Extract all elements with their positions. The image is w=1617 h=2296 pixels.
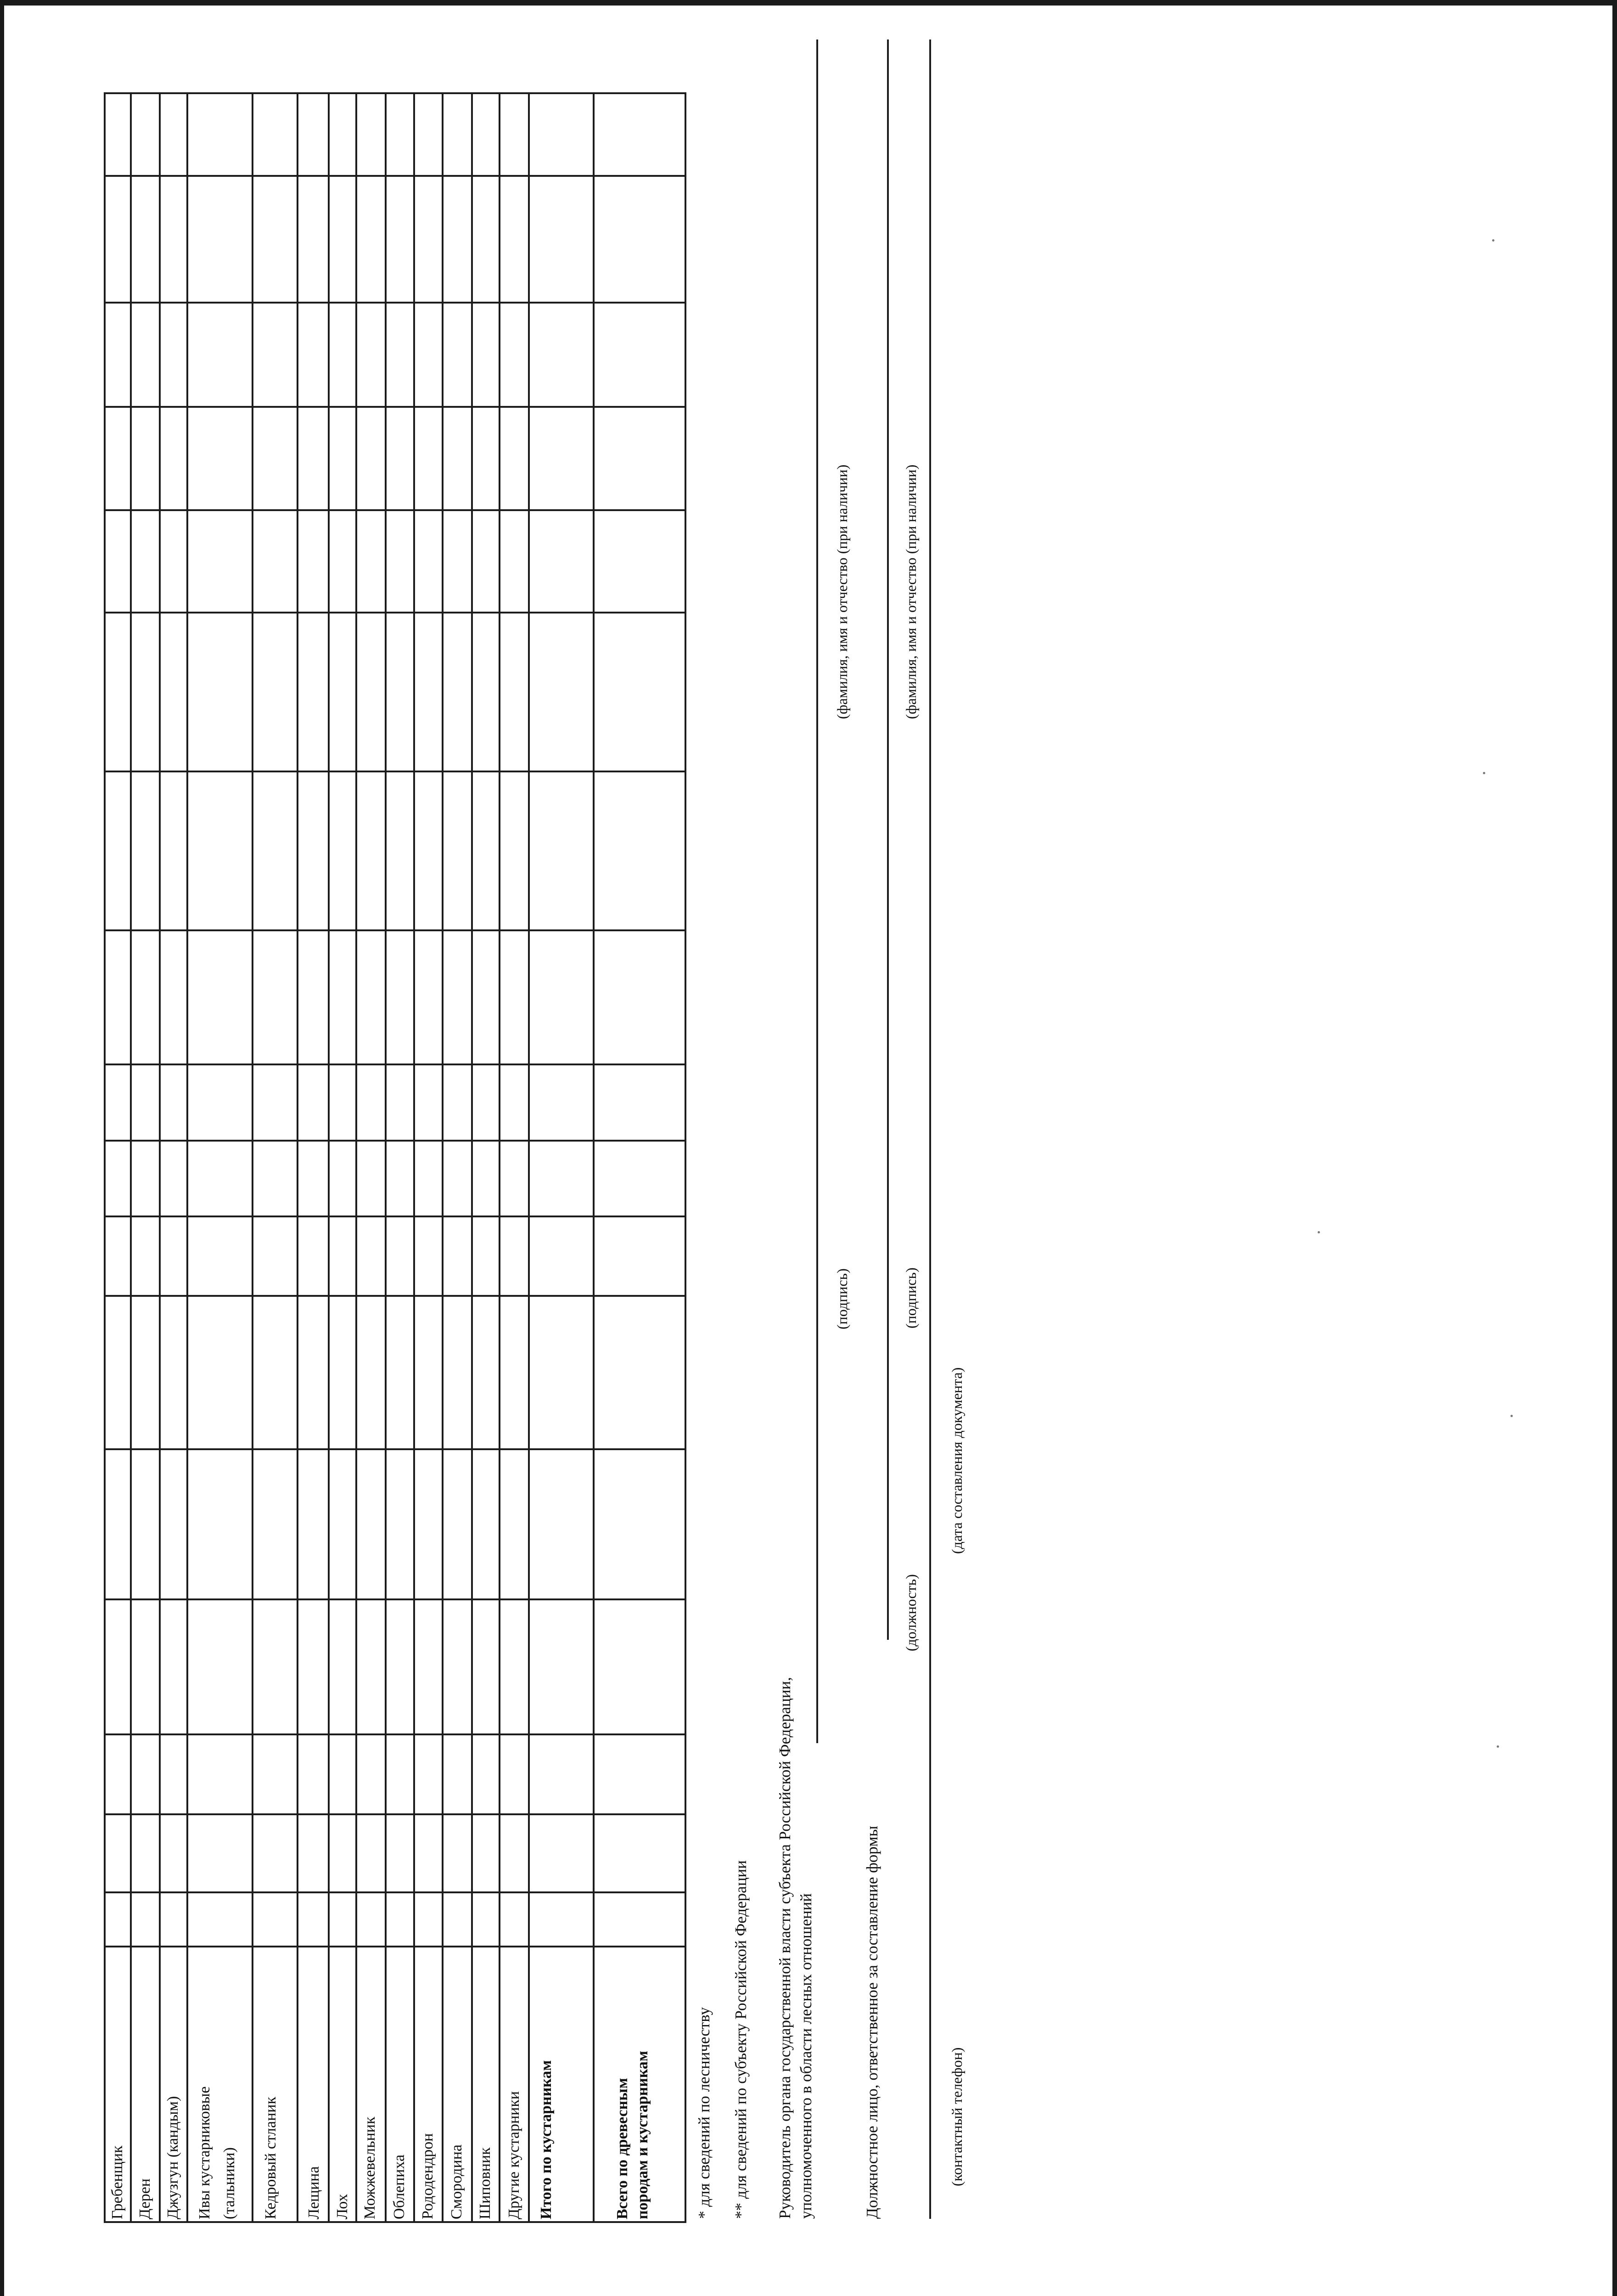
table-row-line (593, 92, 595, 2223)
row-label-ivy: Ивы кустарниковые (196, 2086, 213, 2219)
row-label-smorodina: Смородина (448, 2144, 465, 2219)
table-row-line (297, 92, 298, 2223)
scan-speck (1510, 1415, 1513, 1417)
row-label-grebenshchik: Гребенщик (109, 2145, 126, 2219)
footnote-subject: ** для сведений по субъекту Российской Федерации (732, 1860, 750, 2219)
footnote-forestry: * для сведений по лесничеству (695, 2007, 713, 2219)
table-col-line (104, 1064, 686, 1065)
table-row-line (685, 92, 686, 2223)
responsible-signature-line[interactable] (887, 39, 889, 1640)
row-label-rododendron: Рододендрон (419, 2133, 436, 2219)
table-col-line (104, 1216, 686, 1217)
table-col-line (104, 929, 686, 931)
table-col-line (104, 1140, 686, 1142)
responsible-person-label: Должностное лицо, ответственное за составление формы (863, 1825, 881, 2219)
row-label-itogo: Итого по кустарникам (538, 2060, 555, 2219)
responsible-name-caption: (фамилия, имя и отчество (при наличии) (903, 464, 919, 719)
head-signature-caption: (подпись) (834, 1268, 850, 1329)
row-label-mozhzhevelnik: Можжевельник (361, 2116, 378, 2219)
row-label-ivy-sub: (тальники) (221, 2147, 238, 2219)
table-col-line (104, 302, 686, 304)
responsible-position-caption: (должность) (903, 1574, 919, 1651)
table-row-line (413, 92, 415, 2223)
contacts-line[interactable] (929, 39, 931, 2219)
row-label-leshchina: Лещина (305, 2166, 322, 2219)
row-label-kedrovy: Кедровый стланик (262, 2097, 279, 2219)
table-col-line (104, 509, 686, 511)
row-label-oblepikha: Облепиха (391, 2154, 408, 2219)
scan-speck (1483, 772, 1485, 774)
head-title-line1: Руководитель органа государственной власти субъекта Российской Федерации, (776, 1677, 794, 2219)
head-signature-line[interactable] (816, 39, 818, 1743)
table-row-line (442, 92, 444, 2223)
table-col-line (104, 406, 686, 408)
scan-speck (1318, 1231, 1320, 1233)
date-caption: (дата составления документа) (949, 1367, 965, 1554)
row-label-shipovnik: Шиповник (477, 2147, 494, 2219)
table-col-line (104, 175, 686, 177)
table-col-line (104, 1295, 686, 1297)
phone-caption: (контактный телефон) (949, 2047, 965, 2186)
scan-speck (1497, 1745, 1499, 1748)
table-col-line (104, 1448, 686, 1450)
row-label-drugie: Другие кустарники (505, 2091, 522, 2219)
table-col-line (104, 1733, 686, 1735)
row-label-dzhuzgun: Джузгун (кандым) (164, 2096, 181, 2219)
table-col-line (104, 2221, 686, 2223)
table-row-line (355, 92, 357, 2223)
responsible-signature-caption: (подпись) (903, 1267, 919, 1328)
table-col-line (104, 771, 686, 772)
table-row-line (104, 92, 106, 2223)
table-row-line (499, 92, 500, 2223)
table-row-line (471, 92, 473, 2223)
row-label-lokh: Лох (334, 2194, 351, 2219)
row-label-vsego: Всего по древесным (614, 2078, 631, 2219)
table-col-line (104, 92, 686, 94)
table-row-line (130, 92, 132, 2223)
table-col-line (104, 612, 686, 613)
table-row-line (528, 92, 530, 2223)
head-title-line2: уполномоченного в области лесных отношений (797, 1893, 815, 2219)
table-row-line (186, 92, 188, 2223)
row-label-vsego-sub: породам и кустарникам (634, 2050, 651, 2219)
shrub-species-table (104, 92, 686, 2223)
table-row-line (252, 92, 253, 2223)
table-col-line (104, 1598, 686, 1600)
table-row-line (385, 92, 387, 2223)
table-row-line (328, 92, 330, 2223)
head-name-caption: (фамилия, имя и отчество (при наличии) (834, 464, 850, 719)
table-row-line (159, 92, 161, 2223)
row-label-deren: Дерен (136, 2178, 153, 2219)
scan-speck (1492, 239, 1494, 242)
